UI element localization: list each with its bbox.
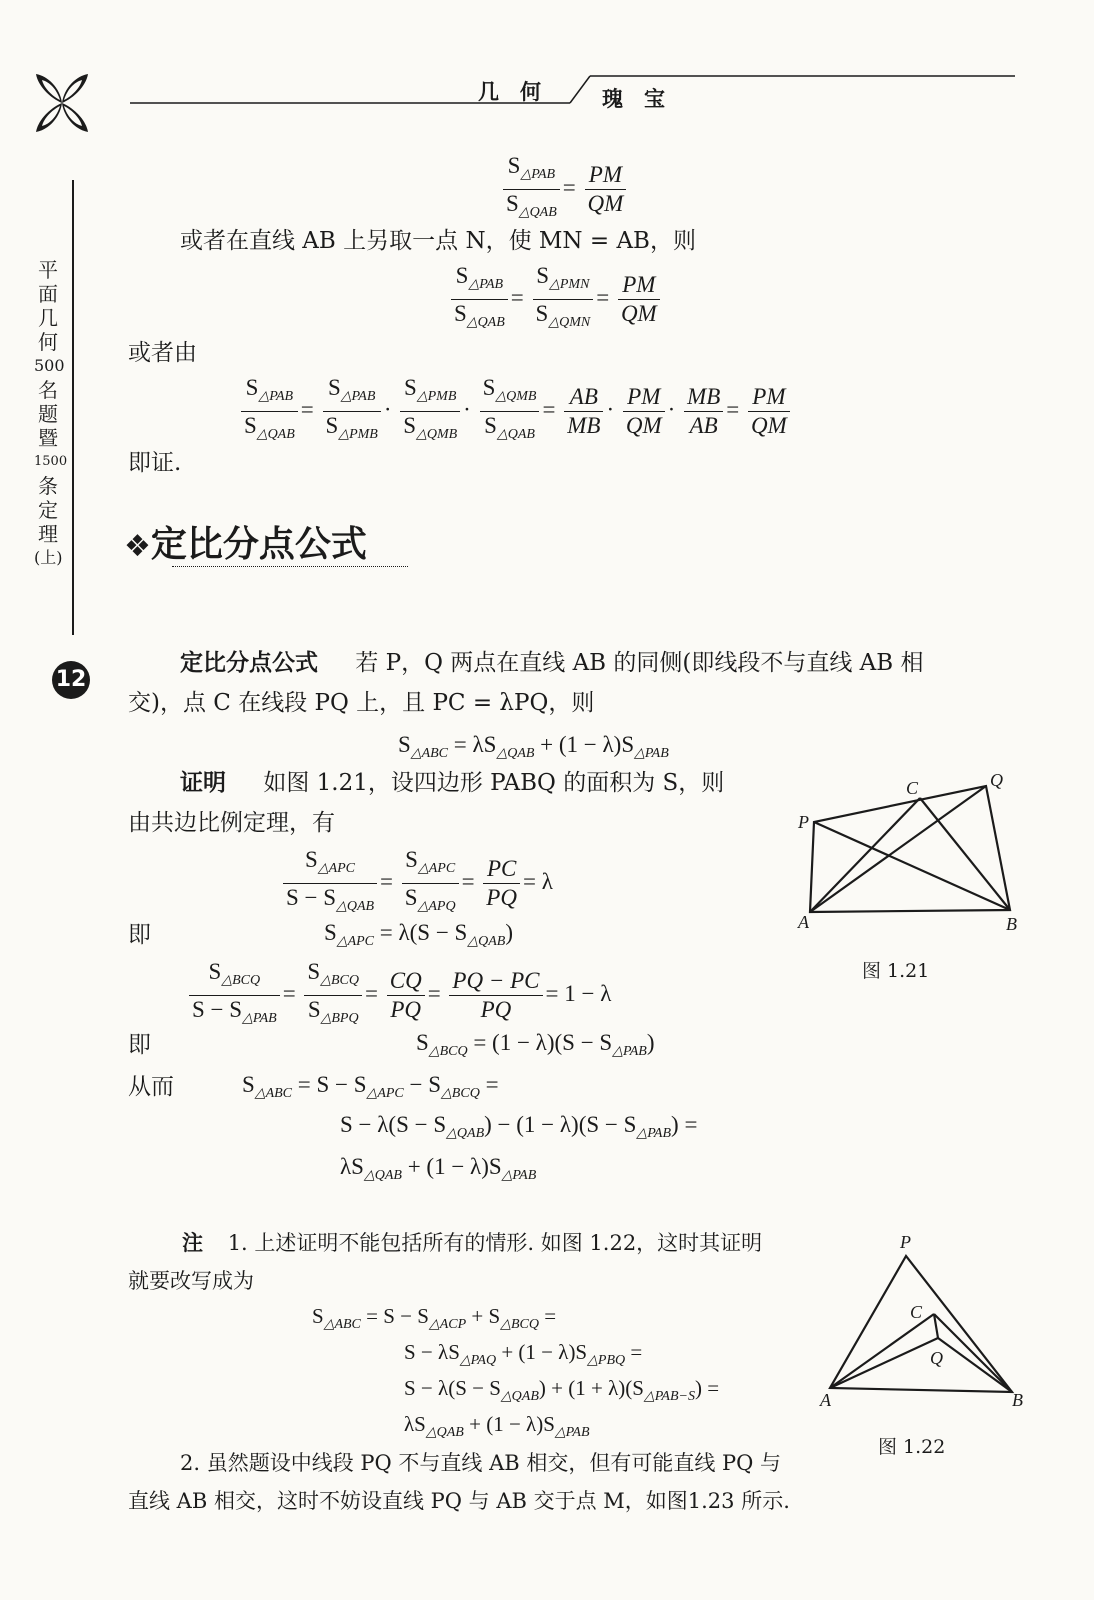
note-label: 注 [182,1231,203,1255]
theorem-label: 定比分点公式 [180,650,318,676]
note-equation-c: $S - \lambda(S - S_{\triangle QAB}) + (1 + \lambda)(S_{\triangle PAB-S})$ = [404,1376,720,1404]
sidebar-char: 平 [38,258,58,282]
note-line-3: 2. 虽然题设中线段 PQ 不与直线 AB 相交，但有可能直线 PQ 与 [180,1451,782,1475]
section-heading [124,516,367,567]
note-line-1 [182,1228,762,1258]
section-heading-text: 定比分点公式 [150,524,367,565]
note-line-4: 直线 AB 相交，这时不妨设直线 PQ 与 AB 交于点 M，如图1.23 所示. [128,1489,790,1513]
sidebar-rule [72,180,74,635]
theorem-text-1: 若 P，Q 两点在直线 AB 的同侧(即线段不与直线 AB 相 [355,650,924,676]
proof-equation-3: $\frac{S_{\triangle BCQ}}{S - S_{\triangle PAB}}$ = $\frac{S_{\triangle BCQ}}{S_{\triangle BPQ}}$ = $\frac{CQ}{PQ}$ = $\frac{PQ - PC}{PQ}$ = 1 − λ [186,958,611,1033]
proof-label: 证明 [180,770,226,796]
note-text-1: 1. 上述证明不能包括所有的情形. 如图 1.22，这时其证明 [227,1231,763,1255]
figure-1-22 [812,1246,1032,1406]
sidebar-char: 1500 [34,454,68,469]
sidebar-char: 面 [38,282,58,306]
sidebar-char: 何 [38,330,58,354]
note-equation-d: $\lambda S_{\triangle QAB} + (1 - \lambda)S_{\triangle PAB}$ [404,1412,590,1440]
text-congér: 从而 [128,1074,174,1100]
note-line-2: 就要改写成为 [128,1269,254,1293]
sidebar-char: 理 [38,522,58,546]
proof-equation-2: $S_{\triangle APC} = \lambda(S - S_{\triangle QAB})$ [324,920,514,949]
text-or-by: 或者由 [128,340,197,366]
note-equation-b: $S - \lambda S_{\triangle PAQ} + (1 - \lambda)S_{\triangle PBQ}$ = [404,1340,643,1368]
equation-ratio-3: $\frac{S_{\triangle PAB}}{S_{\triangle QAB}}$ = $\frac{S_{\triangle PAB}}{S_{\triangle PMB}}$ · $\frac{S_{\triangle PMB}}{S_{\triangle QMB}}$ · $\frac{S_{\triangle QMB}}{S_{\triangle QAB}}$ = $\frac{AB}{MB}$ · $\frac{PM}{QM}$ · $\frac{MB}{AB}$ = $\frac{PM}{QM}$ [238,374,793,449]
proof-text-1: 如图 1.21，设四边形 PABQ 的面积为 S，则 [263,770,725,796]
sidebar-book-title [34,258,68,570]
header-title-left: 几 何 [478,80,541,104]
diamond-bullet-icon: ❖ [124,529,151,564]
equation-ratio-1: $\frac{S_{\triangle PAB}}{S_{\triangle QAB}}$ = $\frac{PM}{QM}$ [500,152,629,227]
note-equation-a: $S_{\triangle ABC} = S - S_{\triangle ACP} + S_{\triangle BCQ}$ = [312,1304,557,1332]
equation-ratio-2: $\frac{S_{\triangle PAB}}{S_{\triangle QAB}}$ = $\frac{S_{\triangle PMN}}{S_{\triangle QMN}}$ = $\frac{PM}{QM}$ [448,262,663,337]
header-title-right: 瑰 宝 [602,87,665,111]
sidebar-char: 500 [34,356,65,375]
sidebar-char: (上) [34,548,63,567]
theorem-formula: $S_{\triangle ABC} = \lambda S_{\triangle QAB} + (1 - \lambda)S_{\triangle PAB}$ [398,732,669,761]
text-proved: 即证. [128,450,182,476]
sidebar-char: 定 [38,498,58,522]
sidebar-char: 条 [38,474,58,498]
theorem-line-1 [180,648,924,678]
fig122-label-q: Q [930,1348,943,1368]
proof-equation-5b: $S - \lambda(S - S_{\triangle QAB}) - (1 - \lambda)(S - S_{\triangle PAB})$ = [340,1112,698,1141]
heading-underline [172,566,408,567]
fig121-caption: 图 1.21 [862,960,930,982]
sidebar-char: 几 [38,306,58,330]
fig122-label-b: B [1012,1390,1023,1410]
fig121-label-a: A [798,912,809,932]
fig121-label-c: C [906,778,919,798]
proof-line-1 [180,768,724,798]
proof-equation-5a: $S_{\triangle ABC} = S - S_{\triangle APC} - S_{\triangle BCQ}$ = [242,1072,499,1101]
text-ji-1: 即 [128,922,151,948]
proof-equation-5c: $\lambda S_{\triangle QAB} + (1 - \lambda)S_{\triangle PAB}$ [340,1154,537,1183]
fig121-label-b: B [1006,914,1017,934]
fig122-label-p: P [900,1232,911,1252]
header-rule [130,70,1020,110]
fig122-caption: 图 1.22 [878,1436,946,1458]
theorem-line-2: 交)，点 C 在线段 PQ 上，且 PC = λPQ，则 [128,690,595,716]
text-or-on-ab: 或者在直线 AB 上另取一点 N，使 MN = AB，则 [180,228,696,254]
sidebar-char: 题 [38,402,58,426]
corner-ornament-icon [32,72,92,134]
proof-line-2: 由共边比例定理，有 [128,810,335,836]
fig121-label-p: P [798,812,809,832]
fig122-label-c: C [910,1302,923,1322]
proof-equation-1: $\frac{S_{\triangle APC}}{S - S_{\triangle QAB}}$ = $\frac{S_{\triangle APC}}{S_{\triangle APQ}}$ = $\frac{PC}{PQ}$ = λ [280,846,553,921]
page-number-badge: 12 [52,661,90,699]
text-ji-2: 即 [128,1032,151,1058]
fig122-label-a: A [820,1390,831,1410]
sidebar-char: 名 [38,378,58,402]
fig121-label-q: Q [990,770,1003,790]
proof-equation-4: $S_{\triangle BCQ} = (1 - \lambda)(S - S_{\triangle PAB})$ [416,1030,655,1059]
sidebar-char: 暨 [38,426,58,450]
